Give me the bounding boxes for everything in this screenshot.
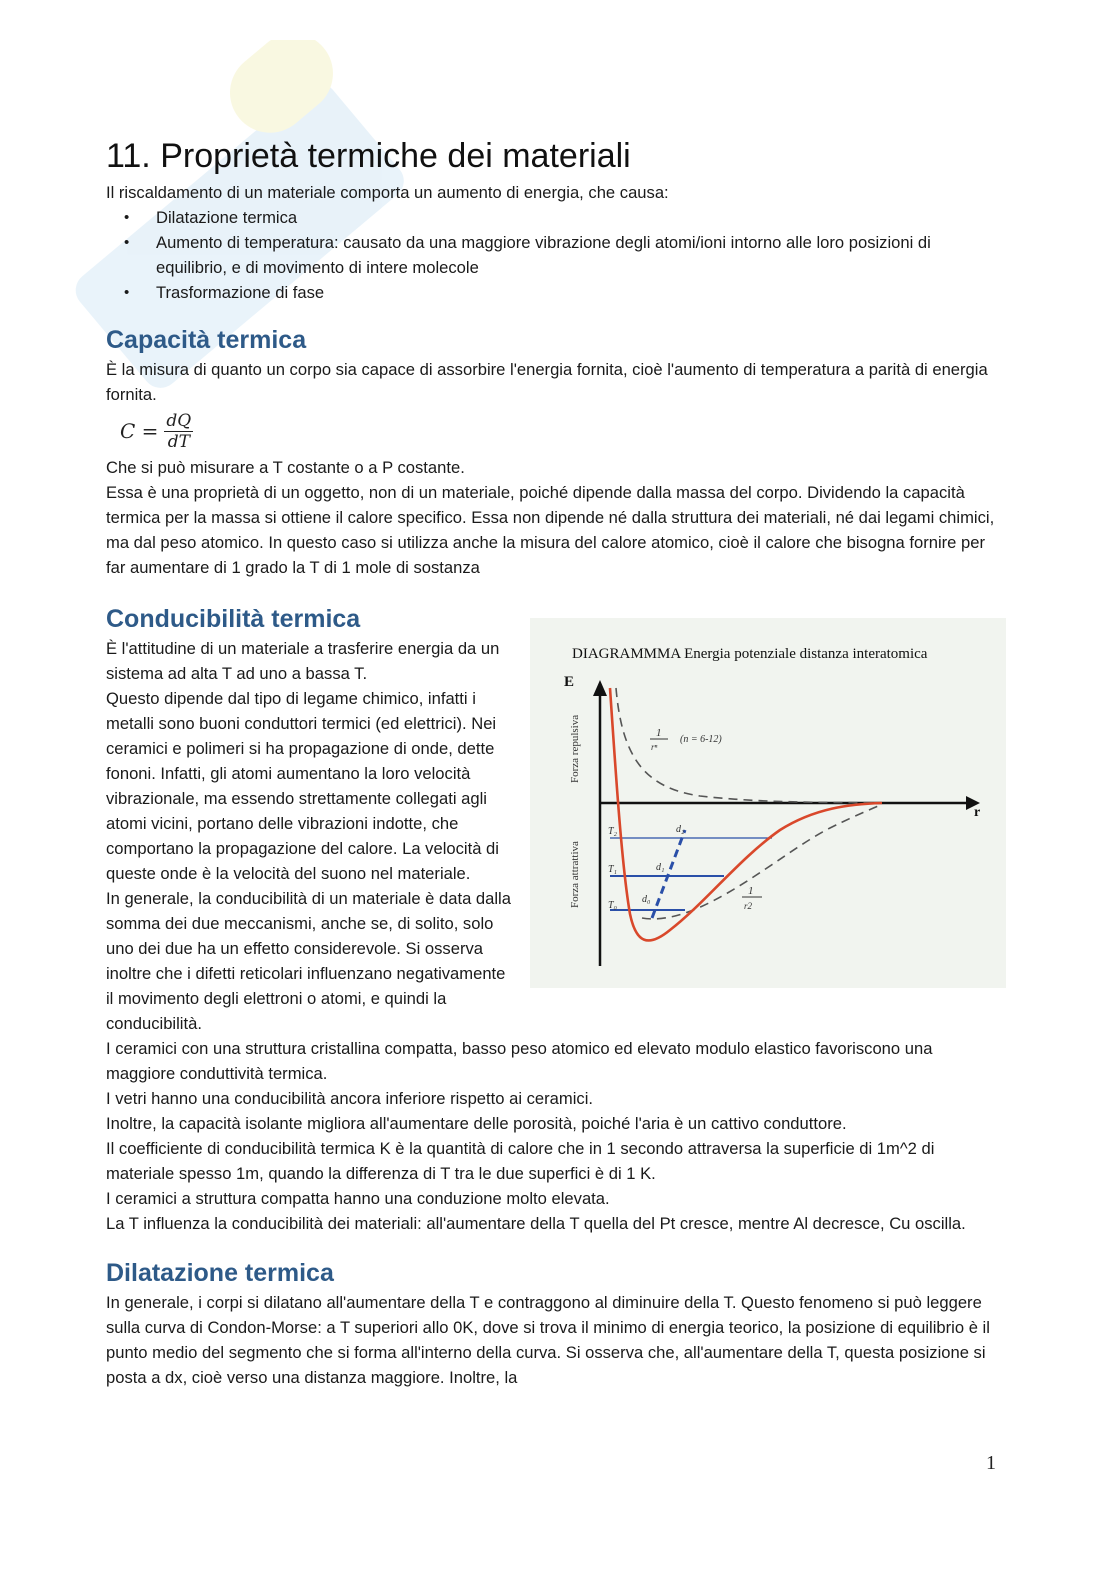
diagram-title: DIAGRAMMMA Energia potenziale distanza interatomica [572, 646, 928, 662]
repulsive-term-numerator: 1 [656, 727, 662, 739]
equilibrium-shift-line [652, 830, 685, 918]
formula-denominator: dT [167, 431, 190, 452]
effects-list [106, 205, 1006, 305]
paragraph: I vetri hanno una conducibilità ancora inferiore rispetto ai ceramici. [106, 1089, 594, 1108]
paragraph: Il coefficiente di conducibilità termica K è la quantità di calore che in 1 secondo attraversa la superficie di 1m^2 di materiale spesso 1m, quando la differenza di T tra le due superfici è di 1 K. [106, 1139, 935, 1183]
level-label-T0: T₀ [608, 900, 618, 911]
paragraph: È la misura di quanto un corpo sia capace di assorbire l'energia fornita, cioè l'aumento di temperatura a parità di energia fornita. [106, 360, 988, 404]
attractive-force-label: Forza attrattiva [569, 841, 581, 908]
list-item: • Aumento di temperatura: causato da una maggiore vibrazione degli atomi/ioni intorno alle loro posizioni di equilibrio, e di movimento di intere molecole [156, 230, 1006, 280]
level-label-T2: T₂ [608, 826, 618, 837]
y-axis-arrow [593, 680, 607, 696]
list-item: • Dilatazione termica [156, 205, 1006, 230]
page-title: 11. Proprietà termiche dei materiali [106, 137, 631, 175]
heading-capacita-termica: Capacità termica [106, 326, 307, 354]
attractive-dashed-curve [642, 804, 882, 919]
attractive-term-denominator: r2 [744, 901, 753, 911]
paragraph: In generale, la conducibilità di un materiale è data dalla somma dei due meccanismi, anche se, di solito, solo uno dei due ha un effetto considerevole. Si osserva inoltre che i difetti reticolari influenzano negativamente il movimento degli elettroni o atomi, e quindi la conducibilità. [106, 889, 511, 1033]
formula-capacity [120, 407, 1006, 455]
x-axis-label: r [974, 805, 981, 820]
repulsive-term-range: (n = 6-12) [680, 734, 722, 745]
level-label-T1: T₁ [608, 864, 618, 875]
diagram-potential-energy [530, 618, 1006, 988]
intro-paragraph: Il riscaldamento di un materiale comporta un aumento di energia, che causa: [106, 183, 669, 202]
formula-fraction [164, 411, 193, 452]
paragraph: È l'attitudine di un materiale a trasferire energia da un sistema ad alta T ad uno a bassa T. [106, 639, 500, 683]
diagram-svg [530, 618, 1006, 988]
paragraph: Questo dipende dal tipo di legame chimico, infatti i metalli sono buoni conduttori termici (ed elettrici). Nei ceramici e polimeri si ha propagazione di onde, dette fononi. Infatti, gli atomi aumentano la loro velocità vibrazionale, ma essendo strettamente collegati agli atomi vicini, portano delle vibrazioni indotte, che comportano la propagazione del calore. La velocità di queste onde è la velocità del suono nel materiale. [106, 689, 499, 883]
formula-lhs: C = [120, 418, 159, 443]
distance-label-d2: d₂ [676, 824, 685, 835]
page-content [106, 136, 1006, 1390]
page-number: 1 [986, 1452, 996, 1474]
heading-conducibilita-termica: Conducibilità termica [106, 605, 361, 633]
list-item: • Trasformazione di fase [156, 280, 1006, 305]
paragraph: I ceramici a struttura compatta hanno una conduzione molto elevata. [106, 1189, 610, 1208]
repulsive-term-denominator: rⁿ [651, 742, 658, 752]
distance-label-d1: d₁ [656, 862, 665, 873]
paragraph: La T influenza la conducibilità dei materiali: all'aumentare della T quella del Pt cresce, mentre Al decresce, Cu oscilla. [106, 1214, 966, 1233]
distance-label-d0: d₀ [642, 894, 651, 905]
paragraph: Che si può misurare a T costante o a P costante. [106, 458, 465, 477]
attractive-term-numerator: 1 [748, 885, 754, 897]
paragraph: In generale, i corpi si dilatano all'aumentare della T e contraggono al diminuire della T. Questo fenomeno si può leggere sulla curva di Condon-Morse: a T superiori allo 0K, dove si trova il minimo di energia teorico, la posizione di equilibrio è il punto medio del segmento che si forma all'interno della curva. Si osserva che, all'aumentare della T, questa posizione si posta a dx, cioè verso una distanza maggiore. Inoltre, la [106, 1293, 990, 1387]
paragraph: I ceramici con una struttura cristallina compatta, basso peso atomico ed elevato modulo elastico favoriscono una maggiore conduttività termica. [106, 1039, 933, 1083]
heading-dilatazione-termica: Dilatazione termica [106, 1259, 334, 1287]
paragraph: Inoltre, la capacità isolante migliora all'aumentare delle porosità, poiché l'aria è un cattivo conduttore. [106, 1114, 847, 1133]
paragraph: Essa è una proprietà di un oggetto, non di un materiale, poiché dipende dalla massa del corpo. Dividendo la capacità termica per la massa si ottiene il calore specifico. Essa non dipende né dalla struttura dei materiali, né dai legami chimici, ma dal peso atomico. In questo caso si utilizza anche la misura del calore atomico, cioè il calore che bisogna fornire per far aumentare di 1 grado la T di 1 mole di sostanza [106, 483, 995, 577]
repulsive-force-label: Forza repulsiva [569, 714, 581, 783]
formula-numerator: dQ [166, 410, 192, 431]
y-axis-label: E [564, 674, 575, 690]
